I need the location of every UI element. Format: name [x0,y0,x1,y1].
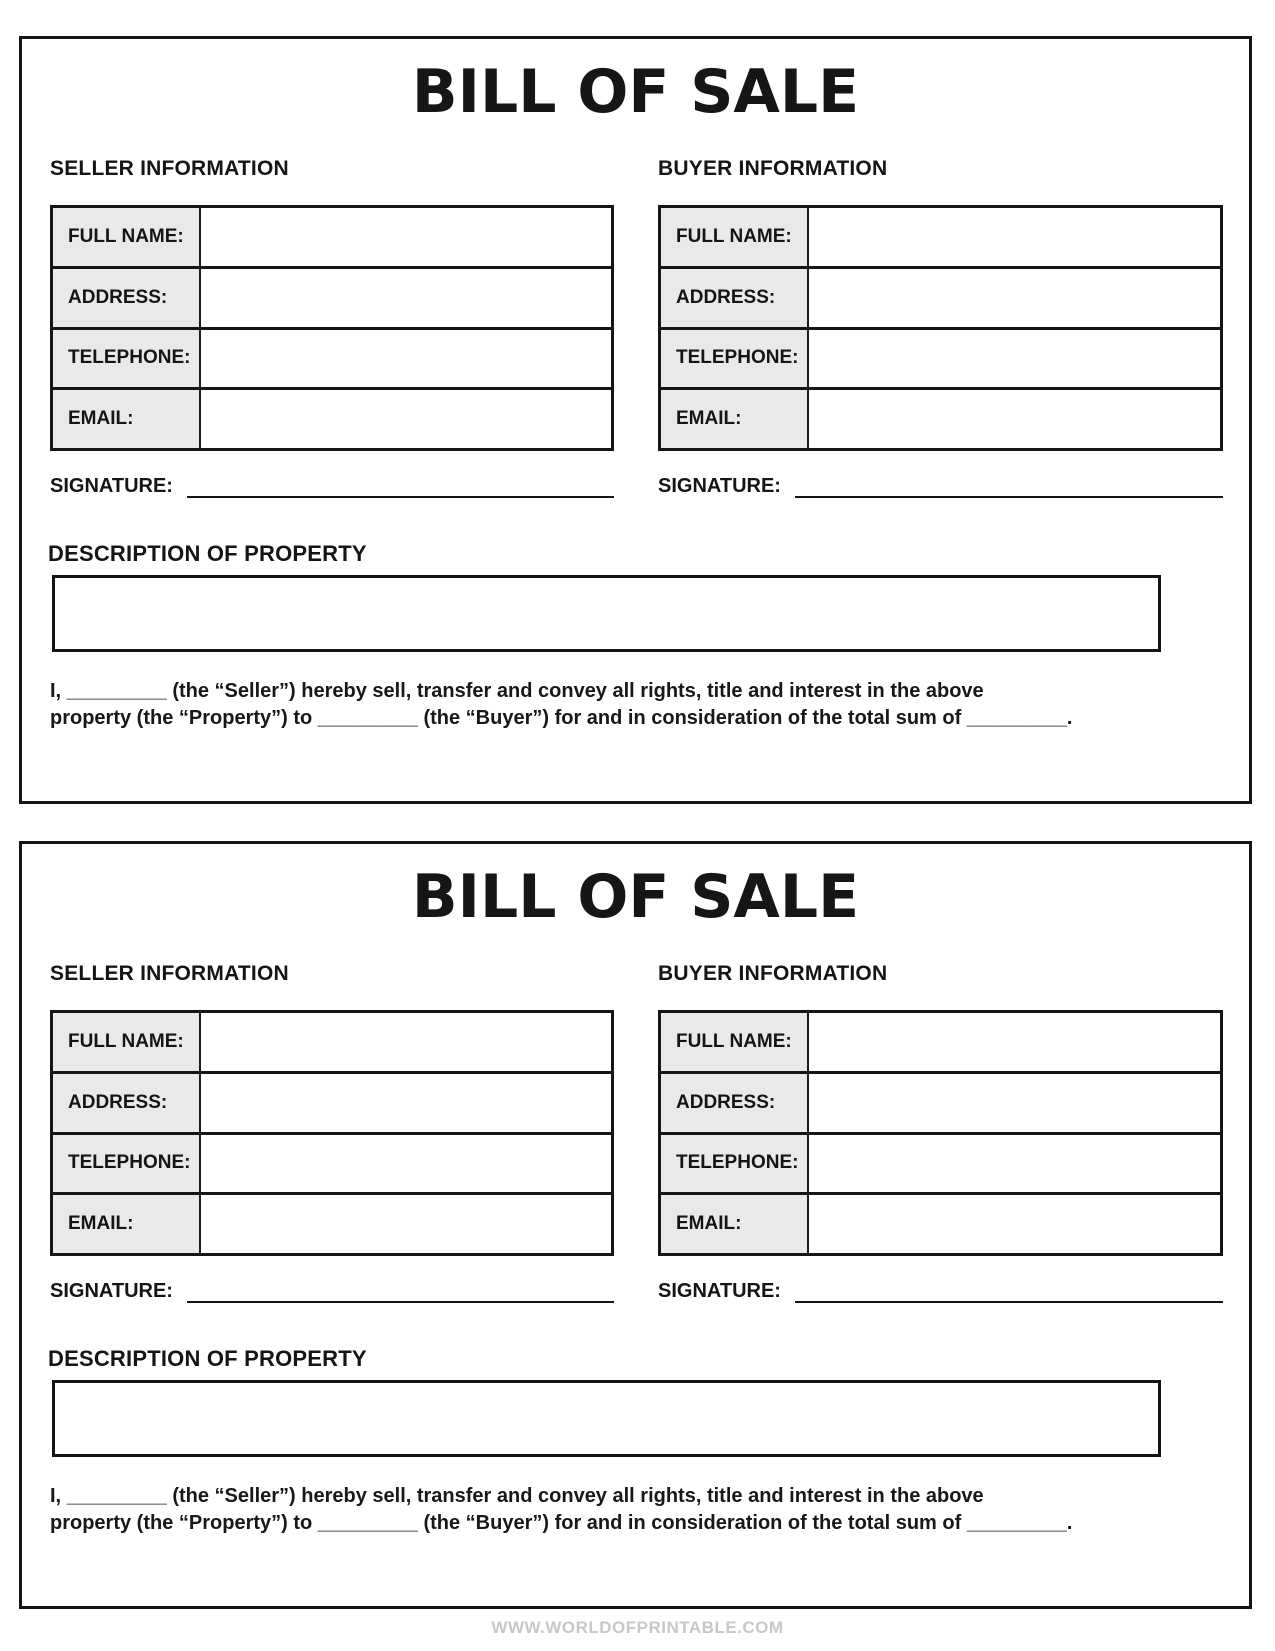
field-label-address: ADDRESS: [53,269,201,327]
table-row [661,269,1220,330]
buyer-signature-row [658,1280,1223,1303]
buyer-full-name-input[interactable] [809,1013,1220,1071]
legal-paragraph [50,1483,1230,1537]
table-row [661,208,1220,269]
seller-address-input[interactable] [201,1074,611,1132]
field-label-address: ADDRESS: [661,269,809,327]
table-row [53,208,611,269]
seller-signature-line[interactable] [187,1280,614,1303]
buyer-telephone-input[interactable] [809,330,1220,388]
table-row [53,1074,611,1135]
footer-watermark: WWW.WORLDOFPRINTABLE.COM [491,1618,784,1637]
table-row [661,1135,1220,1196]
field-label-address: ADDRESS: [661,1074,809,1132]
field-label-email: EMAIL: [53,1195,201,1253]
field-label-email: EMAIL: [53,390,201,448]
seller-section-heading: SELLER INFORMATION [50,157,289,180]
buyer-signature-line[interactable] [795,1280,1223,1303]
table-row [53,390,611,448]
buyer-signature-line[interactable] [795,475,1223,498]
seller-full-name-input[interactable] [201,208,611,266]
form-title: BILL OF SALE [411,57,860,127]
form-title: BILL OF SALE [411,862,860,932]
buyer-section-heading: BUYER INFORMATION [658,157,888,180]
signature-label: SIGNATURE: [50,475,173,497]
buyer-email-input[interactable] [809,1195,1220,1253]
field-label-address: ADDRESS: [53,1074,201,1132]
seller-full-name-input[interactable] [201,1013,611,1071]
description-heading: DESCRIPTION OF PROPERTY [48,1346,367,1371]
field-label-telephone: TELEPHONE: [53,1135,201,1193]
table-row [53,269,611,330]
buyer-address-input[interactable] [809,269,1220,327]
buyer-signature-row [658,475,1223,498]
bill-of-sale-sheet-2 [19,841,1252,1609]
legal-text-line-2: property (the “Property”) to _________ (the “Buyer”) for and in consideration of the total sum of _________. [50,1512,1073,1534]
buyer-email-input[interactable] [809,390,1220,448]
legal-paragraph [50,678,1230,732]
legal-text-line-2: property (the “Property”) to _________ (the “Buyer”) for and in consideration of the total sum of _________. [50,707,1073,729]
seller-telephone-input[interactable] [201,330,611,388]
table-row [53,1195,611,1253]
buyer-telephone-input[interactable] [809,1135,1220,1193]
signature-label: SIGNATURE: [658,1280,781,1302]
seller-signature-row [50,1280,614,1303]
signature-label: SIGNATURE: [50,1280,173,1302]
table-row [661,1013,1220,1074]
seller-info-table [50,205,614,451]
table-row [661,1074,1220,1135]
table-row [661,390,1220,448]
bill-of-sale-sheet-1 [19,36,1252,804]
legal-text-line-1: I, _________ (the “Seller”) hereby sell, transfer and convey all rights, title and interest in the above [50,680,984,702]
table-row [661,1195,1220,1253]
buyer-info-table [658,205,1223,451]
table-row [53,1135,611,1196]
field-label-telephone: TELEPHONE: [661,330,809,388]
buyer-full-name-input[interactable] [809,208,1220,266]
field-label-full-name: FULL NAME: [53,1013,201,1071]
seller-signature-row [50,475,614,498]
buyer-address-input[interactable] [809,1074,1220,1132]
buyer-info-table [658,1010,1223,1256]
seller-email-input[interactable] [201,390,611,448]
seller-info-table [50,1010,614,1256]
field-label-email: EMAIL: [661,390,809,448]
field-label-telephone: TELEPHONE: [53,330,201,388]
table-row [53,1013,611,1074]
seller-email-input[interactable] [201,1195,611,1253]
seller-address-input[interactable] [201,269,611,327]
description-input[interactable] [52,1380,1161,1457]
table-row [661,330,1220,391]
field-label-full-name: FULL NAME: [661,1013,809,1071]
description-input[interactable] [52,575,1161,652]
field-label-telephone: TELEPHONE: [661,1135,809,1193]
field-label-email: EMAIL: [661,1195,809,1253]
table-row [53,330,611,391]
legal-text-line-1: I, _________ (the “Seller”) hereby sell, transfer and convey all rights, title and interest in the above [50,1485,984,1507]
field-label-full-name: FULL NAME: [661,208,809,266]
seller-signature-line[interactable] [187,475,614,498]
seller-telephone-input[interactable] [201,1135,611,1193]
seller-section-heading: SELLER INFORMATION [50,962,289,985]
buyer-section-heading: BUYER INFORMATION [658,962,888,985]
signature-label: SIGNATURE: [658,475,781,497]
field-label-full-name: FULL NAME: [53,208,201,266]
description-heading: DESCRIPTION OF PROPERTY [48,541,367,566]
